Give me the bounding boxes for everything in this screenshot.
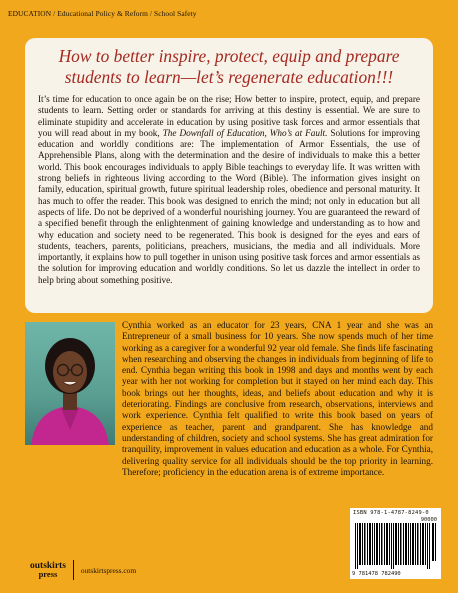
blurb-text: [38, 94, 420, 286]
publisher-logo-top: outskirts: [30, 561, 66, 571]
publisher-divider: [73, 560, 74, 580]
author-bio: Cynthia worked as an educator for 23 years, CNA 1 year and she was an Entrepreneur of a small business for 10 years. She now spends much of her time working as a caregiver for a wonderful 92 year old female. She finds life fascinating when researching and observing the changes in individuals from beginning of life to end. Cynthia began writing this book in 1998 and days and months went by each year with her not working for completion but it stayed on her mind each day. This book brings out her thoughts, ideas, and beliefs about education and why it is deteriorating. Findings are conclusive from research, observations, interviews and work experience. Cynthia felt qualified to write this book based on years of experience as teacher, parent and grandparent. She has knowledge and understanding of children, society and school systems. She has great admiration for tranquility, improvement in values education and education as a whole. For Cynthia, delivering quality service for all individuals should be the top priority in learning. Therefore; proficiency in the education arena is of extreme importance.: [122, 320, 433, 477]
blurb-part-1: It’s time for education to once again be on the rise; How better to inspire, protect, equip, and prepare students to learn. Setting order or standards for arriving at this destiny is essential. We are sure to eliminate stupidity and accelerate in education by using positive task forces and armor essentials that you will read about in my book,: [38, 94, 420, 138]
barcode: [350, 508, 441, 579]
headline: How to better inspire, protect, equip and prepare students to learn—let’s regenerate education!!!: [58, 46, 400, 87]
publisher-logo-bottom: press: [38, 569, 58, 579]
category-line: EDUCATION / Educational Policy & Reform / School Safety: [8, 9, 197, 18]
publisher-logo: [30, 562, 66, 578]
price-code: 90000: [420, 517, 437, 523]
blurb-panel: [25, 38, 433, 313]
publisher-url: outskirtspress.com: [80, 565, 137, 575]
book-title: The Downfall of Education, Who’s at Fault.: [162, 127, 328, 138]
blurb-part-2: Solutions for improving education and worldly conditions are: The implementation of Armor Essentials, the use of Apprehensible Plans, along with the determination and the desire of individuals to make this a better world. This book encourages individuals to apply Bible teachings to everyday life. It was written with strong beliefs in righteous living according to the Word (Bible). The information gives insight on family, education, spiritual growth, future spiritual leadership roles, obedience and personal maturity. It has much to offer the reader. This book was designed to enrich the mind; not only in education but all aspects of life. Do not be deprived of a wonderful nourishing journey. You are guaranteed the reward of a specified benefit through the enlightenment of gaining knowledge and understanding as to how and why education and society need to be regenerated. This book is designed for the eyes and ears of students, teachers, parents, politicians, preachers, musicians, the media and all individuals. More importantly, it explains how to pull together in unison using positive task forces and armor essentials as the solution for improving education and worldly conditions. So let us dazzle the intellect in order to help bring about something positive.: [38, 127, 421, 285]
publisher-block: [30, 556, 136, 584]
isbn-label: ISBN 978-1-4787-8249-0: [353, 510, 429, 516]
barcode-bars: [355, 523, 436, 569]
author-photo: [25, 322, 115, 445]
ean-digits: 9 781478 782490: [352, 571, 401, 577]
